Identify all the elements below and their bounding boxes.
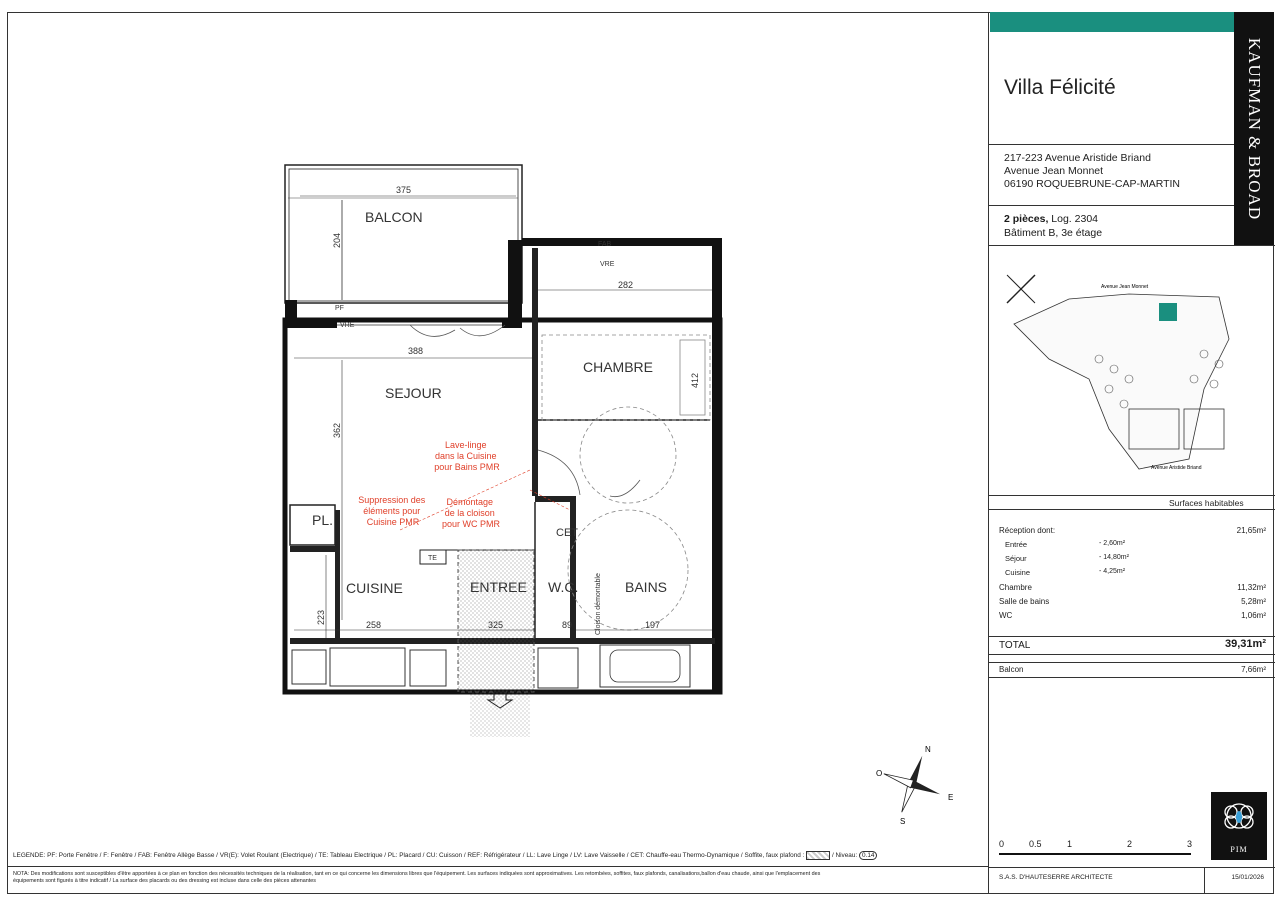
scale-bar: 0 0.5 1 2 3 (999, 842, 1199, 862)
surface-sejour-label: Séjour (1005, 554, 1027, 563)
room-pl: PL. (312, 512, 334, 528)
room-cet: CET (556, 527, 578, 539)
niveau-value: 0.14 (859, 851, 877, 860)
surface-wc-label: WC (999, 611, 1013, 620)
dim-388: 388 (408, 346, 424, 356)
dim-282: 282 (618, 280, 634, 290)
room-cuisine: CUISINE (346, 580, 403, 596)
label-pf: PF (335, 305, 344, 312)
compass-e: E (948, 793, 954, 802)
room-bains: BAINS (625, 579, 668, 595)
dim-197: 197 (645, 620, 661, 630)
project-address: 217-223 Avenue Aristide Briand Avenue Jean Monnet 06190 ROQUEBRUNE-CAP-MARTIN (1004, 152, 1181, 190)
room-sejour: SEJOUR (385, 385, 442, 401)
total-value: 39,31m² (1225, 638, 1266, 650)
label-vre-1: VRE (340, 322, 355, 329)
dim-375: 375 (396, 185, 412, 195)
project-title: Villa Félicité (1004, 76, 1116, 99)
surface-cuisine-value: - 4,25m² (1099, 568, 1126, 575)
note-demontage: Démontage de la cloison pour WC PMR (441, 497, 501, 529)
surface-sdb-label: Salle de bains (999, 597, 1050, 606)
room-te: TE (428, 555, 437, 562)
room-entree: ENTREE (470, 579, 527, 595)
site-map (989, 259, 1275, 489)
room-balcon: BALCON (365, 209, 423, 225)
dim-412: 412 (690, 372, 700, 388)
dim-89: 89 (562, 620, 573, 630)
surface-chambre-label: Chambre (999, 583, 1032, 592)
label-vre-2: VRE (600, 261, 615, 268)
surfaces-heading: Surfaces habitables (1169, 498, 1244, 508)
surface-reception-label: Réception dont: (999, 526, 1056, 535)
map-street-top: Avenue Jean Monnet (1101, 284, 1149, 290)
compass-s: S (900, 817, 906, 826)
legend-text: LEGENDE: PF: Porte Fenêtre / F: Fenêtre / FAB: Fenêtre Allège Basse / VR(E): Volet Roulant (Electrique) / TE: Tableau Electrique / PL: Placard / CU: Cuisson / REF: Réfrigérateur / LL: Lave Linge / LV: Lave Vaisselle / CET: Chauffe-eau Thermo-Dynamique / Soffite, faux plafond : / Niveau: 0.14 (13, 851, 983, 860)
apartment-info: 2 pièces, Log. 2304 Bâtiment B, 3e étage (1004, 213, 1103, 239)
map-highlight (1159, 303, 1177, 321)
dim-325: 325 (488, 620, 504, 630)
surface-cuisine-label: Cuisine (1005, 568, 1031, 577)
dim-362: 362 (332, 422, 342, 438)
nota-text: NOTA: Des modifications sont susceptibles d'être apportées à ce plan en fonction des nécessités techniques de la réalisation, tant en ce qui concerne les dimensions libres que l'équipement. Les surfaces indiquées sont approximatives. Les retombées, soffites, faux plafonds, canalisations,ballon d'eau chaude, ainsi que l'emplacement des équipements sont figurés à titre indicatif / La surface des placards ou des dressing est incluse dans celle des pièces attenantes (13, 871, 821, 884)
total-label: TOTAL (999, 640, 1031, 651)
dim-223: 223 (316, 609, 326, 625)
label-cloison: Cloison démontable (595, 573, 602, 635)
note-lave-linge: Lave-linge dans la Cuisine pour Bains PMR (434, 440, 500, 472)
architect-name: S.A.S. D'HAUTESERRE ARCHITECTE (999, 874, 1113, 881)
note-suppression: Suppression des éléments pour Cuisine PMR (358, 495, 426, 527)
surface-reception-value: 21,65m² (1236, 526, 1266, 535)
surface-chambre-value: 11,32m² (1237, 583, 1266, 592)
balcon-label: Balcon (999, 665, 1024, 674)
surface-wc-value: 1,06m² (1241, 611, 1266, 620)
pim-logo: PIM (1211, 792, 1267, 860)
brand-logo: KAUFMAN & BROAD (1234, 12, 1274, 245)
room-wc: W.C. (548, 579, 579, 595)
room-chambre: CHAMBRE (583, 359, 654, 375)
title-block (988, 12, 1274, 894)
balcon-value: 7,66m² (1241, 665, 1266, 674)
dim-258: 258 (366, 620, 382, 630)
surface-entree-label: Entrée (1005, 540, 1028, 549)
compass-o: O (876, 769, 883, 778)
brand-color-bar (990, 12, 1234, 32)
map-street-bottom: Avenue Aristide Briand (1151, 465, 1202, 471)
compass-icon (870, 740, 960, 830)
floor-plan (280, 160, 740, 740)
dim-204: 204 (332, 232, 342, 248)
label-fab: FAB (598, 241, 612, 248)
surface-sdb-value: 5,28m² (1241, 597, 1266, 606)
compass-n: N (925, 745, 931, 754)
surface-entree-value: - 2,60m² (1099, 540, 1126, 547)
plan-date: 15/01/2026 (1231, 874, 1264, 881)
surface-sejour-value: - 14,80m² (1099, 554, 1129, 561)
pim-emblem-icon (1211, 792, 1267, 842)
